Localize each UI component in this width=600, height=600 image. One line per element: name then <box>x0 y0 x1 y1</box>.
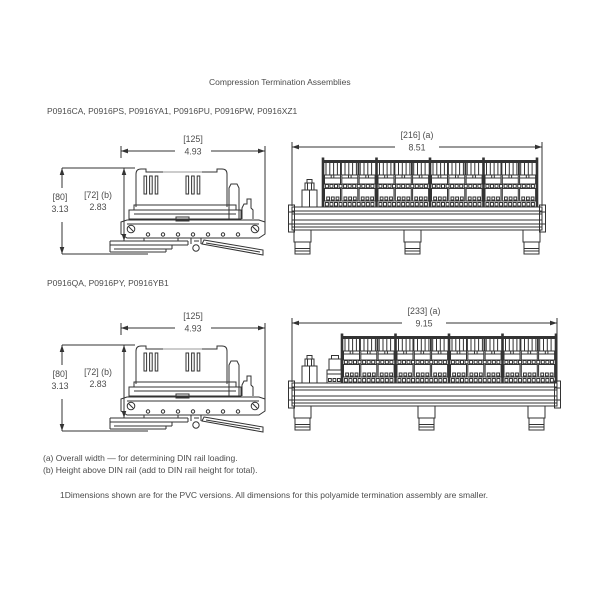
dimension-note: 1Dimensions shown are for the PVC versions. All dimensions for this polyamide termination assembly are smaller. <box>60 490 489 500</box>
dim-front1-width-in: 8.51 <box>408 142 426 153</box>
dim-side1-height-in: 3.13 <box>51 204 69 214</box>
dim-side2-height-in: 3.13 <box>51 381 69 391</box>
footnote-a: (a) Overall width — for determining DIN rail loading. <box>43 453 238 463</box>
dim-side2-rail-height-mm: [72] (b) <box>84 367 112 377</box>
dim-side1-width-mm: [125] <box>183 134 203 144</box>
dim-side1-width-in: 4.93 <box>184 146 202 157</box>
footnote-b: (b) Height above DIN rail (add to DIN rail height for total). <box>43 465 258 475</box>
dim-side1-rail-height-in: 2.83 <box>89 202 107 212</box>
dim-side2-width-in: 4.93 <box>184 323 202 334</box>
page-title: Compression Termination Assemblies <box>209 77 351 87</box>
front-view-drawing-2 <box>283 303 568 441</box>
dim-front1-width-mm: [216] (a) <box>400 130 434 140</box>
dim-side1-height-mm: [80] <box>52 192 68 202</box>
side-view-drawing-2 <box>48 308 273 446</box>
dim-front2-width-in: 9.15 <box>415 318 433 329</box>
dim-side2-width-mm: [125] <box>183 311 203 321</box>
dim-side1-rail-height-mm: [72] (b) <box>84 190 112 200</box>
part-numbers-list-2: P0916QA, P0916PY, P0916YB1 <box>47 278 169 288</box>
part-numbers-list-1: P0916CA, P0916PS, P0916YA1, P0916PU, P0916PW, P0916XZ1 <box>47 106 298 116</box>
dim-front2-width-mm: [233] (a) <box>407 306 441 316</box>
front-view-drawing-1 <box>283 127 553 265</box>
dim-side2-height-mm: [80] <box>52 369 68 379</box>
side-view-drawing-1 <box>48 131 273 269</box>
dim-side2-rail-height-in: 2.83 <box>89 379 107 389</box>
